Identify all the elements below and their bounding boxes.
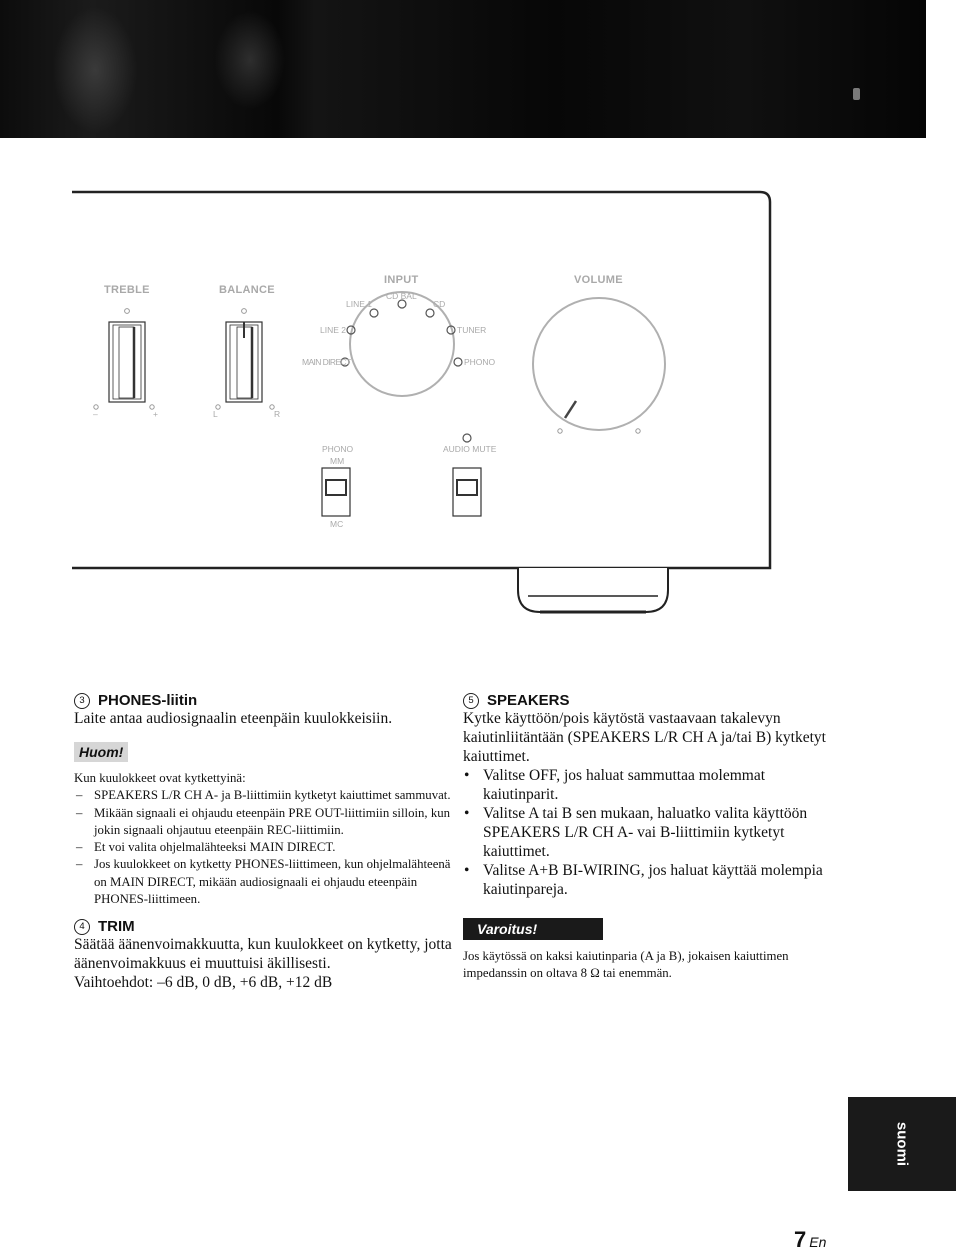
note-list — [74, 787, 456, 908]
speakers-option-item: • Valitse A+B BI-WIRING, jos haluat käyttää molempia kaiutinpareja. — [463, 861, 835, 899]
note-item: – Jos kuulokkeet on kytketty PHONES-liittimeen, kun ohjelmalähteenä on MAIN DIRECT, mikään audiosignaali ei ohjaudu eteenpäin PHONES-liittimeen. — [74, 856, 456, 908]
balance-r-label: R — [274, 409, 281, 419]
treble-plus-label: + — [153, 409, 158, 419]
section-trim-body: Säätää äänenvoimakkuutta, kun kuulokkeet on kytketty, jotta äänenvoimakkuus ei muuttuisi äkillisesti. — [74, 936, 452, 973]
section-number-3: 3 — [74, 693, 90, 709]
cd-label: CD — [433, 299, 446, 309]
mc-label: MC — [330, 519, 344, 529]
section-phones-heading — [74, 692, 456, 709]
speakers-options-list — [463, 766, 835, 899]
section-speakers-body: Kytke käyttöön/pois käytöstä vastaavaan takalevyn kaiutinliitäntään (SPEAKERS L/R CH A ja/tai B) kytketyt kaiuttimet. — [463, 710, 826, 765]
tuner-label: TUNER — [457, 325, 487, 335]
warning-label: Varoitus! — [463, 918, 603, 940]
input-label: INPUT — [384, 274, 419, 286]
line2-label: LINE 2 — [320, 325, 346, 335]
speakers-option-item: • Valitse A tai B sen mukaan, haluatko valita käyttöön SPEAKERS L/R CH A- vai B-liittimiin kytketyt kaiuttimet. — [463, 804, 835, 861]
page-number-suffix: En — [809, 1234, 827, 1250]
treble-slider — [94, 309, 154, 410]
note-item: – Mikään signaali ei ohjaudu eteenpäin PRE OUT-liittimiin silloin, kun jokin signaali ohjautuu eteenpäin REC-liittimiin. — [74, 805, 456, 840]
volume-label: VOLUME — [574, 274, 623, 286]
speakers-option-item: • Valitse OFF, jos haluat sammuttaa molemmat kaiutinparit. — [463, 766, 835, 804]
note-label: Huom! — [74, 742, 128, 762]
note-item: – Et voi valita ohjelmalähteeksi MAIN DIRECT. — [74, 839, 456, 856]
section-number-4: 4 — [74, 919, 90, 935]
section-speakers-title: SPEAKERS — [487, 692, 570, 709]
audio-mute-label: AUDIO MUTE — [443, 444, 497, 454]
balance-label: BALANCE — [219, 284, 275, 296]
language-tab — [848, 1097, 956, 1191]
mm-label: MM — [330, 456, 345, 466]
treble-label: TREBLE — [104, 284, 150, 296]
section-number-5: 5 — [463, 693, 479, 709]
page-number-value: 7 — [794, 1227, 807, 1252]
note-item: – SPEAKERS L/R CH A- ja B-liittimiin kytketyt kaiuttimet sammuvat. — [74, 787, 456, 804]
phono-mm-mc-switch — [322, 468, 350, 516]
section-trim-options: Vaihtoehdot: –6 dB, 0 dB, +6 dB, +12 dB — [74, 974, 333, 992]
section-trim-title: TRIM — [98, 918, 135, 936]
line1-label: LINE 1 — [346, 299, 372, 309]
language-label: suomi — [893, 1121, 911, 1167]
panel-outline — [72, 192, 770, 568]
volume-knob — [533, 298, 665, 433]
section-phones-title: PHONES-liitin — [98, 692, 198, 709]
cd-bal-label: CD BAL — [386, 291, 417, 301]
section-phones-body: Laite antaa audiosignaalin eteenpäin kuulokkeisiin. — [74, 710, 393, 727]
phono-switch-label: PHONO — [322, 444, 354, 454]
balance-slider — [216, 309, 274, 410]
note-intro: Kun kuulokkeet ovat kytkettyinä: — [74, 771, 246, 785]
left-column — [74, 692, 456, 992]
warning-text: Jos käytössä on kaksi kaiutinparia (A ja B), jokaisen kaiuttimen impedanssin on oltava 8 Ω tai enemmän. — [463, 949, 789, 981]
right-column — [463, 692, 835, 983]
section-trim-heading — [74, 918, 456, 935]
treble-minus-label: – — [93, 409, 98, 419]
main-direct-label: MAIN DIRECT — [302, 357, 351, 367]
phono-input-label: PHONO — [464, 357, 496, 367]
balance-l-label: L — [213, 409, 218, 419]
section-speakers-heading — [463, 692, 835, 709]
page-number — [794, 1227, 826, 1253]
bottom-knob — [518, 568, 668, 612]
